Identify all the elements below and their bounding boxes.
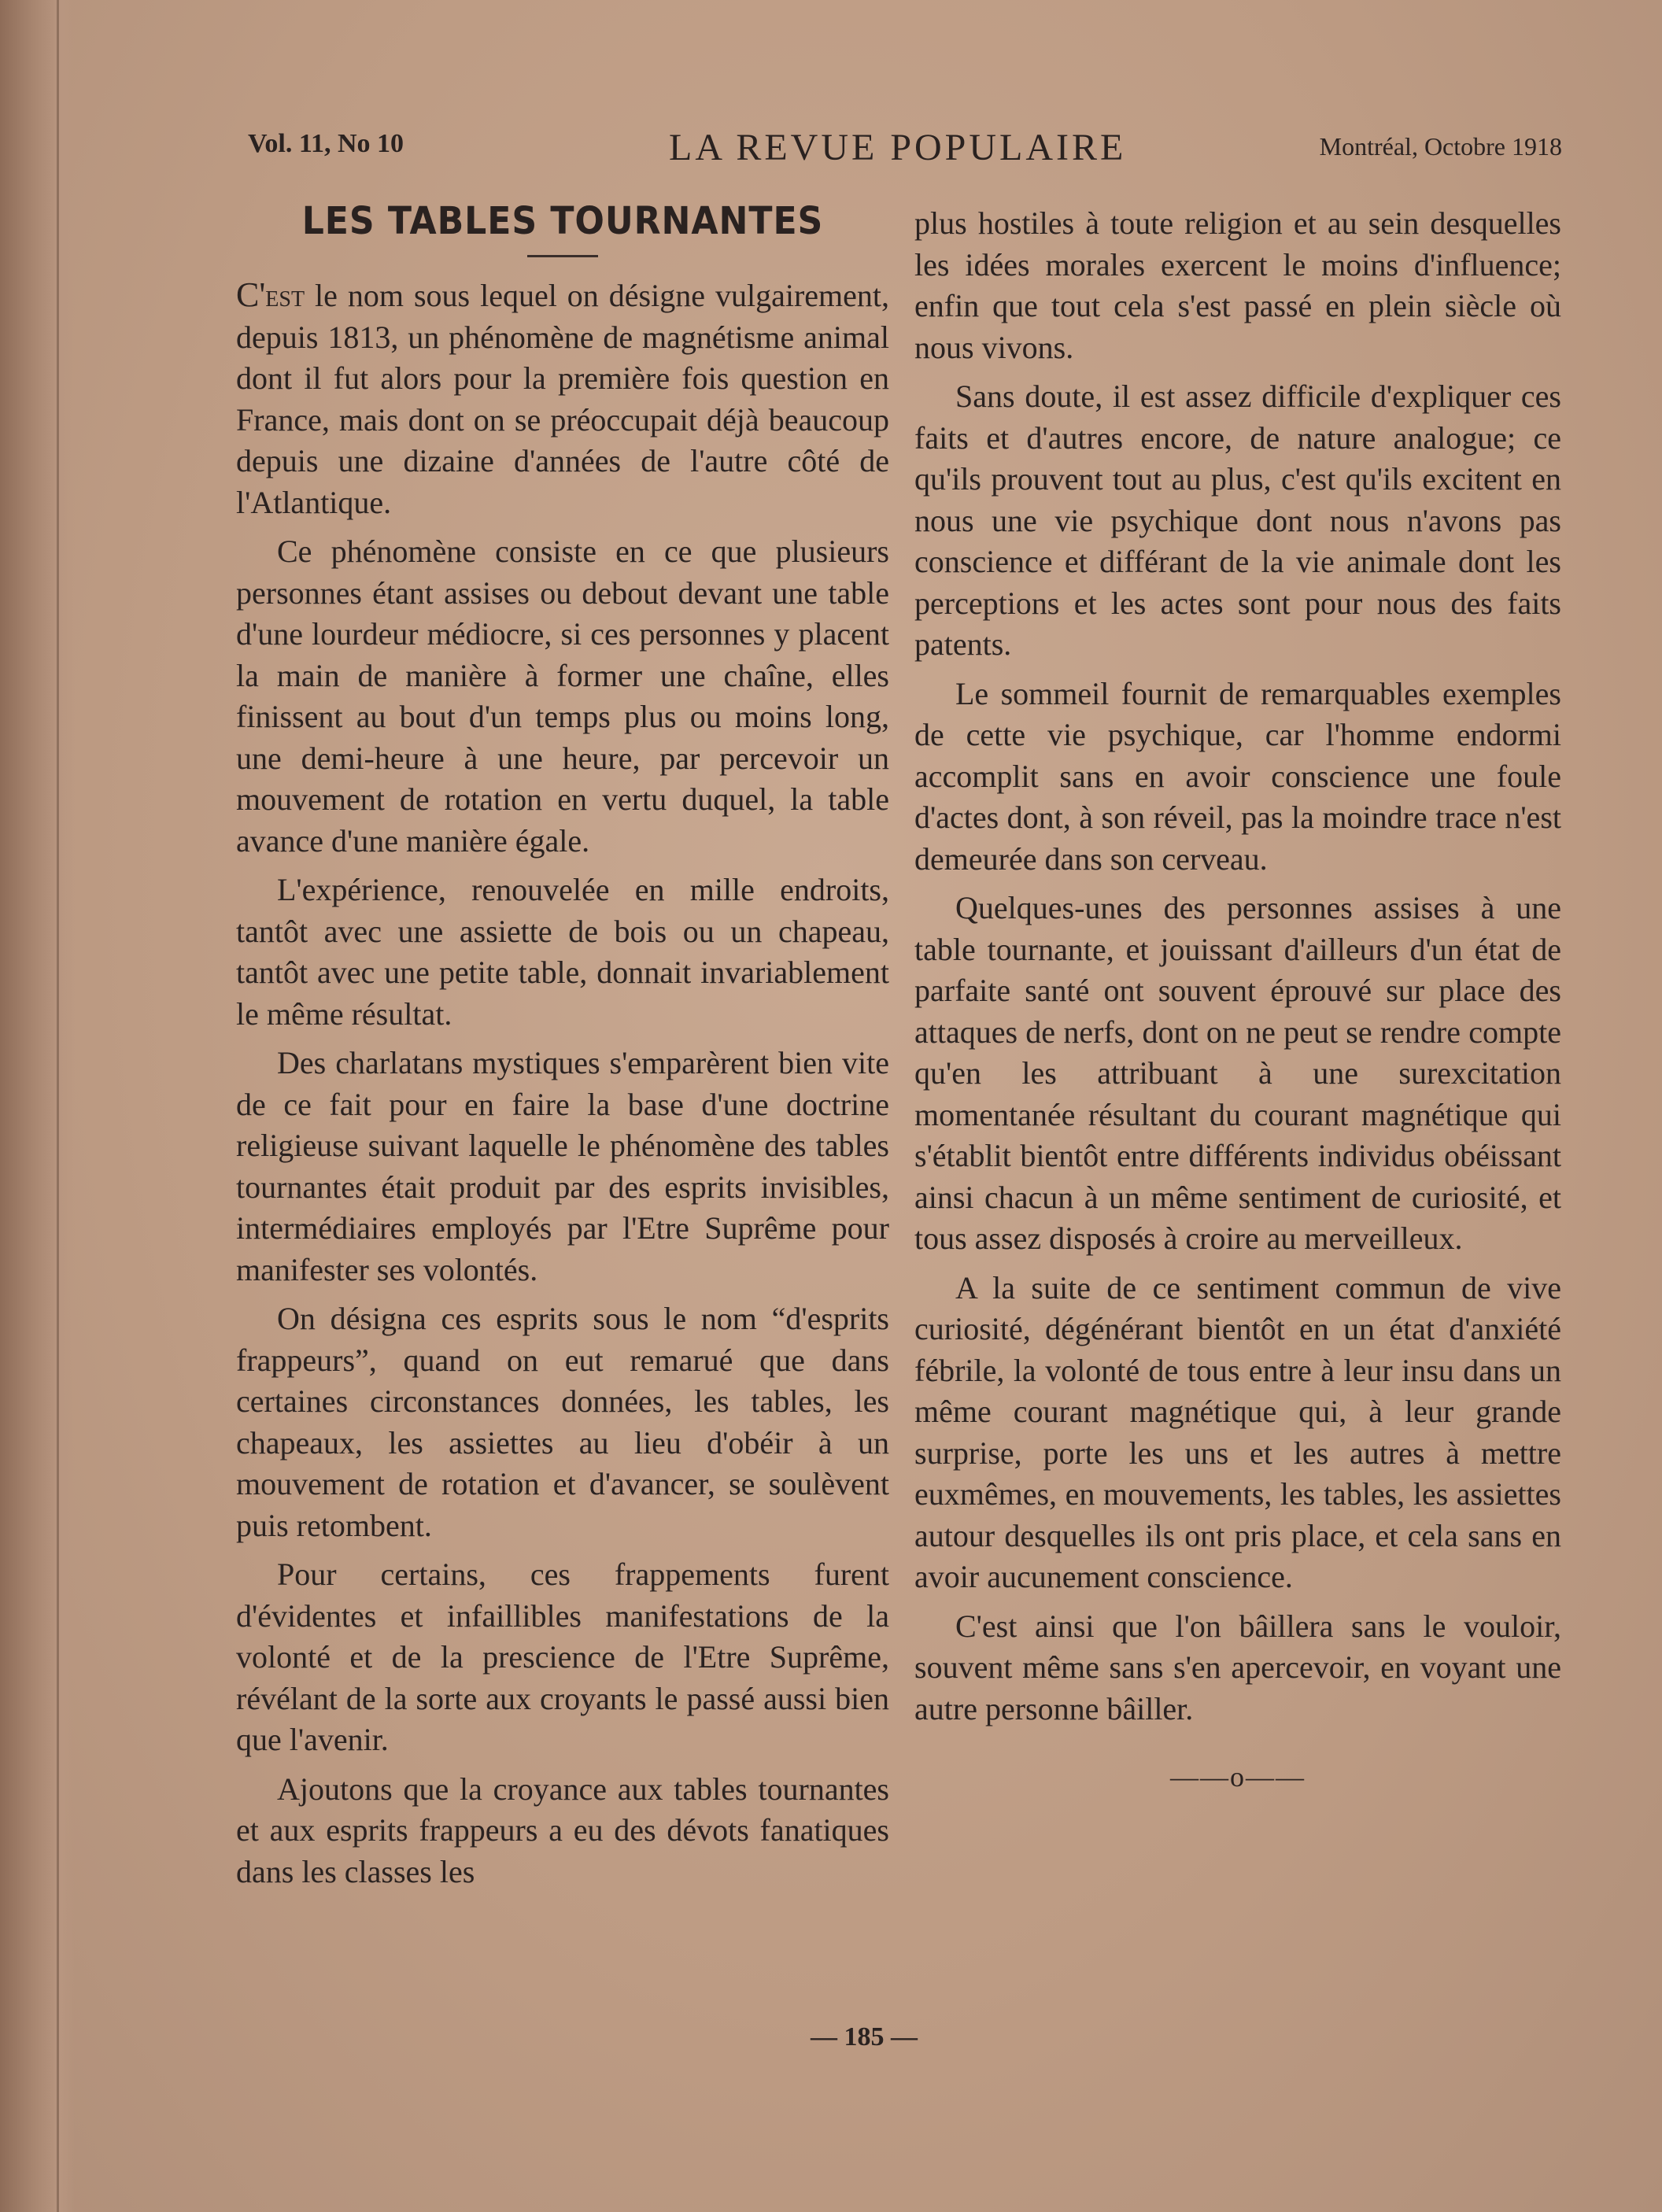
paragraph-text: le nom sous lequel on désigne vulgairement, depuis 1813, un phénomène de magnétisme animal dont il fut alors pour la première fois question en France, mais dont on se préoccupait déjà beaucoup depuis une dizaine d'années de l'autre côté de l'Atlantique. <box>236 278 889 520</box>
page-number: — 185 — <box>811 2022 918 2051</box>
paragraph: Pour certains, ces frappements furent d'évidentes et infaillibles manifestations de la volonté et de la prescience de l'Etre Suprême, révélant de la sorte aux croyants le passé aussi bien que l'avenir. <box>236 1557 889 1757</box>
article-end-mark: ——o—— <box>1170 1761 1306 1793</box>
binding-edge <box>0 0 75 2212</box>
paragraph: A la suite de ce sentiment commun de vive curiosité, dégénérant bientôt en un état d'anxiété fébrile, la volonté de tous entre à leur insu dans un même courant magnétique qui, à leur grande surprise, porte les uns et les autres à mettre euxmêmes, en mouvements, les tables, les assiettes autour desquelles ils ont pris place, et cela sans en avoir aucunement conscience. <box>914 1269 1561 1594</box>
paragraph: L'expérience, renouvelée en mille endroits, tantôt avec une assiette de bois ou un chapeau, tantôt avec une petite table, donnait invariablement le même résultat. <box>236 872 889 1032</box>
initial-word: C' <box>236 275 266 314</box>
publication-title: LA REVUE POPULAIRE <box>669 127 1127 168</box>
paragraph: Ajoutons que la croyance aux tables tournantes et aux esprits frappeurs a eu des dévots fanatiques dans les classes les <box>236 1771 889 1889</box>
binding-fold-line <box>57 0 59 2212</box>
place-date: Montréal, Octobre 1918 <box>1319 132 1562 161</box>
title-rule <box>527 255 598 257</box>
paragraph: Sans doute, il est assez difficile d'expliquer ces faits et d'autres encore, de nature analogue; ce qu'ils prouvent tout au plus, c'est qu'ils excitent en nous une vie psychique dont nous n'avons pas conscience et différant de la vie animale dont les perceptions et les actes sont pour nous des faits patents. <box>914 379 1561 662</box>
paragraph: Le sommeil fournit de remarquables exemples de cette vie psychique, car l'homme endormi accomplit sans en avoir conscience une foule d'actes dont, à son réveil, pas la moindre trace n'est demeurée dans son cerveau. <box>914 675 1561 877</box>
left-column <box>236 197 889 1900</box>
paragraph: Quelques-unes des personnes assises à une table tournante, et jouissant d'ailleurs d'un état de parfaite santé ont souvent éprouvé sur place des attaques de nerfs, dont on ne peut se rendre compte qu'en les attribuant à une surexcitation momentanée résultant du courant magnétique qui s'établit bientôt entre différents individus obéissant ainsi chacun à un même sentiment de curiosité, et tous assez disposés à croire au merveilleux. <box>914 890 1561 1256</box>
right-column <box>914 203 1561 1798</box>
paragraph: plus hostiles à toute religion et au sein desquelles les idées morales exercent le moins d'influence; enfin que tout cela s'est passé en plein siècle où nous vivons. <box>914 205 1561 365</box>
initial-word-rest: est <box>265 278 305 313</box>
volume-number: Vol. 11, No 10 <box>248 129 404 158</box>
paragraph: Ce phénomène consiste en ce que plusieurs personnes étant assises ou debout devant une table d'une lourdeur médiocre, si ces personnes y placent la main de manière à former une chaîne, elles finissent au bout d'un temps plus ou moins long, une demi-heure à une heure, par percevoir un mouvement de rotation en vertu duquel, la table avance d'une manière égale. <box>236 534 889 859</box>
paragraph <box>236 275 889 523</box>
paragraph: C'est ainsi que l'on bâillera sans le vouloir, souvent même sans s'en apercevoir, en voyant une autre personne bâiller. <box>914 1608 1561 1726</box>
paragraph: On désigna ces esprits sous le nom “d'esprits frappeurs”, quand on eut remarué que dans certaines circonstances données, les tables, les chapeaux, les assiettes au lieu d'obéir à un mouvement de rotation et d'avancer, se soulèvent puis retombent. <box>236 1301 889 1543</box>
paragraph: Des charlatans mystiques s'emparèrent bien vite de ce fait pour en faire la base d'une doctrine religieuse suivant laquelle le phénomène des tables tournantes était produit par des esprits invisibles, intermédiaires employés par l'Etre Suprême pour manifester ses volontés. <box>236 1045 889 1287</box>
article-title: LES TABLES TOURNANTES <box>301 199 824 243</box>
running-header <box>248 126 1562 173</box>
